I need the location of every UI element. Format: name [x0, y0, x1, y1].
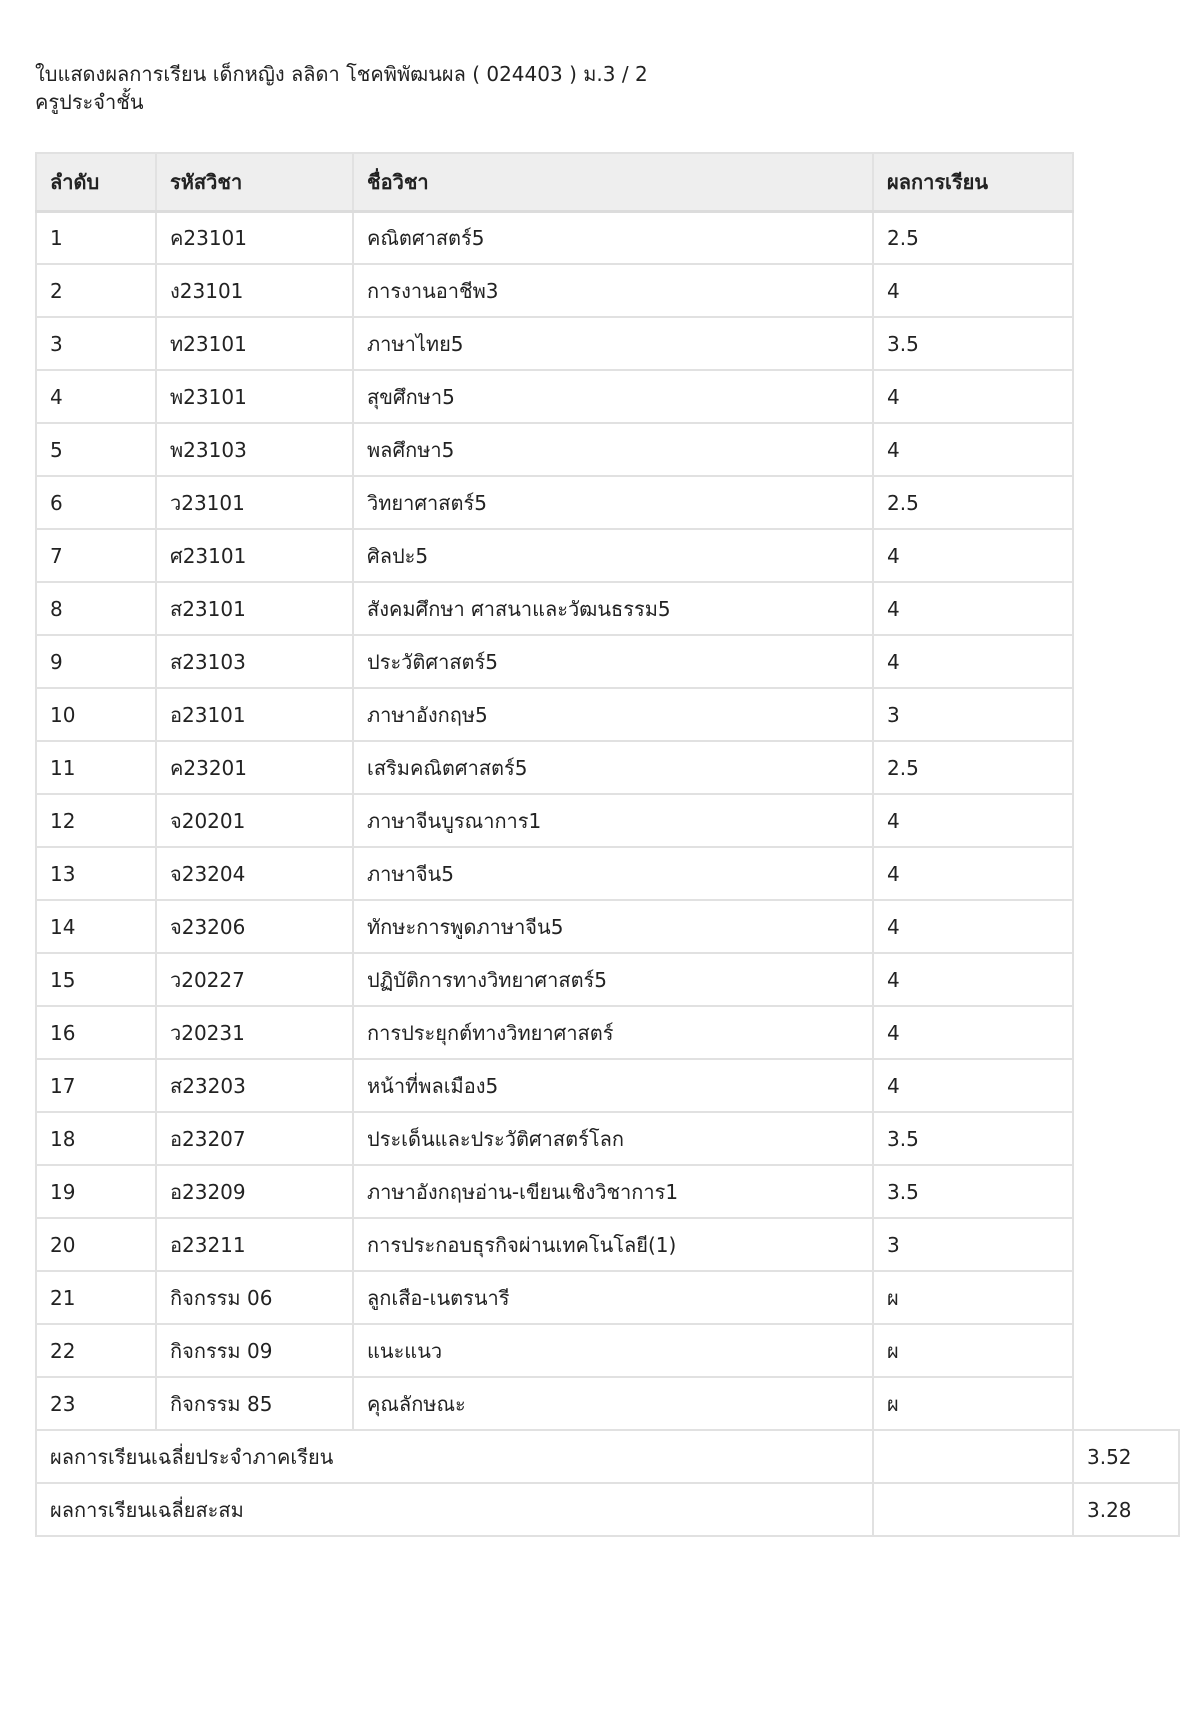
summary-label: ผลการเรียนเฉลี่ยประจำภาคเรียน	[36, 1430, 873, 1483]
summary-label: ผลการเรียนเฉลี่ยสะสม	[36, 1483, 873, 1536]
subject-name: ลูกเสือ-เนตรนารี	[353, 1271, 873, 1324]
summary-row	[36, 1430, 1179, 1483]
row-number: 11	[36, 741, 156, 794]
column-header-no: ลำดับ	[36, 153, 156, 211]
table-row	[36, 741, 1179, 794]
subject-name: สังคมศึกษา ศาสนาและวัฒนธรรม5	[353, 582, 873, 635]
row-number: 18	[36, 1112, 156, 1165]
subject-name: การประกอบธุรกิจผ่านเทคโนโลยี(1)	[353, 1218, 873, 1271]
row-number: 17	[36, 1059, 156, 1112]
row-number: 20	[36, 1218, 156, 1271]
subject-name: คณิตศาสตร์5	[353, 211, 873, 264]
table-row	[36, 529, 1179, 582]
table-row	[36, 264, 1179, 317]
homeroom-teacher-label: ครูประจำชั้น	[35, 90, 144, 114]
grade-value: 4	[873, 370, 1073, 423]
report-header	[35, 60, 648, 116]
table-row	[36, 688, 1179, 741]
empty-cell	[1073, 582, 1179, 635]
grade-value: 4	[873, 264, 1073, 317]
subject-name: สุขศึกษา5	[353, 370, 873, 423]
row-number: 14	[36, 900, 156, 953]
subject-name: ปฏิบัติการทางวิทยาศาสตร์5	[353, 953, 873, 1006]
grade-value: 2.5	[873, 476, 1073, 529]
column-header-code: รหัสวิชา	[156, 153, 353, 211]
row-number: 10	[36, 688, 156, 741]
row-number: 9	[36, 635, 156, 688]
table-row	[36, 847, 1179, 900]
grade-value: 3.5	[873, 1165, 1073, 1218]
summary-value: 3.52	[1073, 1430, 1179, 1483]
row-number: 19	[36, 1165, 156, 1218]
empty-cell	[1073, 529, 1179, 582]
subject-code: อ23101	[156, 688, 353, 741]
subject-code: ท23101	[156, 317, 353, 370]
summary-empty-cell	[873, 1430, 1073, 1483]
subject-code: กิจกรรม 85	[156, 1377, 353, 1430]
table-row	[36, 423, 1179, 476]
subject-name: ภาษาจีน5	[353, 847, 873, 900]
empty-cell	[1073, 476, 1179, 529]
summary-row	[36, 1483, 1179, 1536]
subject-code: กิจกรรม 06	[156, 1271, 353, 1324]
row-number: 12	[36, 794, 156, 847]
grade-value: 4	[873, 847, 1073, 900]
subject-code: อ23207	[156, 1112, 353, 1165]
grade-value: ผ	[873, 1377, 1073, 1430]
grade-value: 3	[873, 688, 1073, 741]
grade-value: 3.5	[873, 1112, 1073, 1165]
empty-cell	[1073, 1218, 1179, 1271]
subject-name: คุณลักษณะ	[353, 1377, 873, 1430]
grade-value: 4	[873, 900, 1073, 953]
subject-code: อ23209	[156, 1165, 353, 1218]
table-row	[36, 953, 1179, 1006]
empty-cell	[1073, 794, 1179, 847]
empty-cell	[1073, 1059, 1179, 1112]
grade-value: 4	[873, 953, 1073, 1006]
table-row	[36, 794, 1179, 847]
grade-value: 2.5	[873, 211, 1073, 264]
empty-cell	[1073, 1006, 1179, 1059]
subject-name: แนะแนว	[353, 1324, 873, 1377]
table-row	[36, 1218, 1179, 1271]
row-number: 22	[36, 1324, 156, 1377]
table-row	[36, 1112, 1179, 1165]
row-number: 8	[36, 582, 156, 635]
grade-value: 4	[873, 582, 1073, 635]
table-row	[36, 211, 1179, 264]
subject-name: ประวัติศาสตร์5	[353, 635, 873, 688]
empty-cell	[1073, 688, 1179, 741]
subject-code: ค23201	[156, 741, 353, 794]
row-number: 15	[36, 953, 156, 1006]
grade-rows	[36, 211, 1179, 1430]
row-number: 3	[36, 317, 156, 370]
report-title: ใบแสดงผลการเรียน เด็กหญิง ลลิดา โชคพิพัฒนผล ( 024403 ) ม.3 / 2	[35, 62, 648, 86]
table-row	[36, 1324, 1179, 1377]
subject-name: ภาษาอังกฤษ5	[353, 688, 873, 741]
grade-value: 2.5	[873, 741, 1073, 794]
row-number: 23	[36, 1377, 156, 1430]
subject-name: ประเด็นและประวัติศาสตร์โลก	[353, 1112, 873, 1165]
summary-rows	[36, 1430, 1179, 1536]
summary-empty-cell	[873, 1483, 1073, 1536]
subject-code: ส23103	[156, 635, 353, 688]
summary-value: 3.28	[1073, 1483, 1179, 1536]
empty-cell	[1073, 847, 1179, 900]
subject-code: ส23101	[156, 582, 353, 635]
grade-value: 4	[873, 794, 1073, 847]
row-number: 2	[36, 264, 156, 317]
row-number: 5	[36, 423, 156, 476]
empty-cell	[1073, 1165, 1179, 1218]
row-number: 4	[36, 370, 156, 423]
subject-name: ภาษาอังกฤษอ่าน-เขียนเชิงวิชาการ1	[353, 1165, 873, 1218]
grade-value: 4	[873, 423, 1073, 476]
subject-name: เสริมคณิตศาสตร์5	[353, 741, 873, 794]
column-header-name: ชื่อวิชา	[353, 153, 873, 211]
subject-code: ว20227	[156, 953, 353, 1006]
table-row	[36, 1059, 1179, 1112]
subject-name: พลศึกษา5	[353, 423, 873, 476]
subject-code: จ23204	[156, 847, 353, 900]
subject-code: กิจกรรม 09	[156, 1324, 353, 1377]
table-header-row	[36, 153, 1179, 211]
empty-cell	[1073, 1271, 1179, 1324]
table-row	[36, 476, 1179, 529]
empty-cell	[1073, 741, 1179, 794]
grade-value: 4	[873, 529, 1073, 582]
subject-name: หน้าที่พลเมือง5	[353, 1059, 873, 1112]
empty-cell	[1073, 423, 1179, 476]
table-row	[36, 317, 1179, 370]
subject-code: อ23211	[156, 1218, 353, 1271]
subject-code: ว23101	[156, 476, 353, 529]
empty-cell	[1073, 211, 1179, 264]
subject-name: การงานอาชีพ3	[353, 264, 873, 317]
subject-code: ง23101	[156, 264, 353, 317]
grade-value: 4	[873, 635, 1073, 688]
grade-value: 3	[873, 1218, 1073, 1271]
subject-code: พ23101	[156, 370, 353, 423]
subject-code: ศ23101	[156, 529, 353, 582]
table-row	[36, 1165, 1179, 1218]
subject-name: ศิลปะ5	[353, 529, 873, 582]
grade-value: 4	[873, 1006, 1073, 1059]
empty-cell	[1073, 1112, 1179, 1165]
grades-table	[35, 152, 1180, 1537]
table-row	[36, 900, 1179, 953]
subject-code: พ23103	[156, 423, 353, 476]
row-number: 6	[36, 476, 156, 529]
subject-code: ส23203	[156, 1059, 353, 1112]
grade-value: 4	[873, 1059, 1073, 1112]
empty-cell	[1073, 153, 1179, 211]
empty-cell	[1073, 317, 1179, 370]
row-number: 16	[36, 1006, 156, 1059]
row-number: 1	[36, 211, 156, 264]
table-row	[36, 1271, 1179, 1324]
grade-value: ผ	[873, 1271, 1073, 1324]
row-number: 7	[36, 529, 156, 582]
empty-cell	[1073, 635, 1179, 688]
grade-value: 3.5	[873, 317, 1073, 370]
row-number: 21	[36, 1271, 156, 1324]
row-number: 13	[36, 847, 156, 900]
table-row	[36, 635, 1179, 688]
subject-name: วิทยาศาสตร์5	[353, 476, 873, 529]
grade-value: ผ	[873, 1324, 1073, 1377]
subject-code: ค23101	[156, 211, 353, 264]
table-row	[36, 1377, 1179, 1430]
subject-name: ทักษะการพูดภาษาจีน5	[353, 900, 873, 953]
table-row	[36, 1006, 1179, 1059]
empty-cell	[1073, 953, 1179, 1006]
subject-name: ภาษาจีนบูรณาการ1	[353, 794, 873, 847]
subject-code: จ23206	[156, 900, 353, 953]
empty-cell	[1073, 1377, 1179, 1430]
empty-cell	[1073, 1324, 1179, 1377]
table-row	[36, 582, 1179, 635]
subject-name: การประยุกต์ทางวิทยาศาสตร์	[353, 1006, 873, 1059]
table-row	[36, 370, 1179, 423]
empty-cell	[1073, 370, 1179, 423]
empty-cell	[1073, 264, 1179, 317]
empty-cell	[1073, 900, 1179, 953]
subject-code: ว20231	[156, 1006, 353, 1059]
subject-code: จ20201	[156, 794, 353, 847]
subject-name: ภาษาไทย5	[353, 317, 873, 370]
column-header-grade: ผลการเรียน	[873, 153, 1073, 211]
